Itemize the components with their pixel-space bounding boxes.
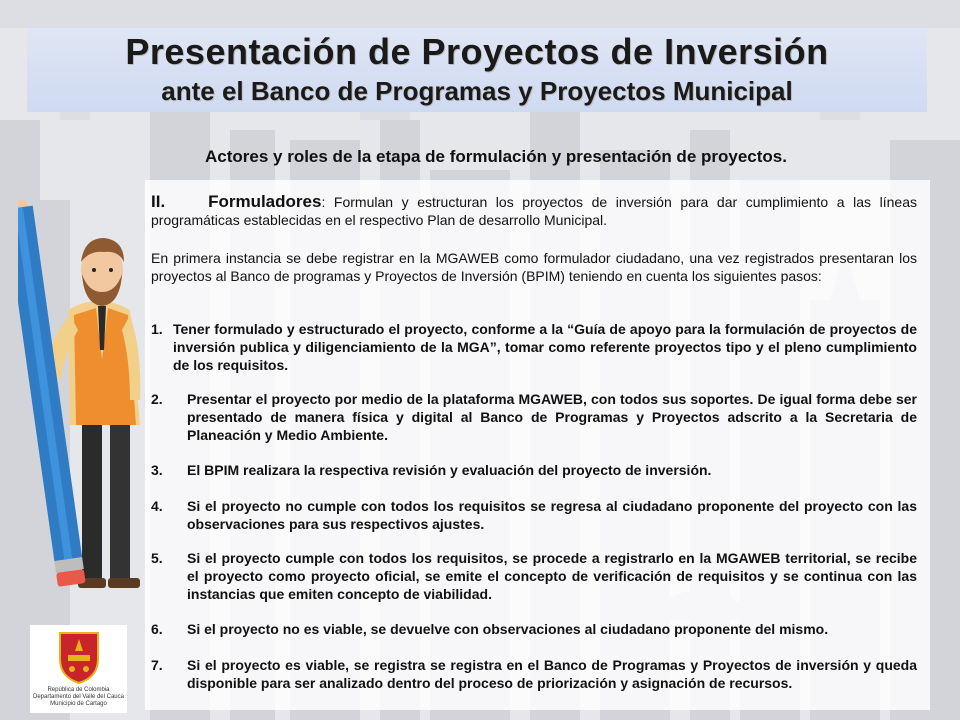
step-number: 2. (151, 391, 163, 407)
step-item (151, 390, 917, 444)
coat-of-arms-icon (56, 629, 102, 685)
logo-line: República de Colombia (47, 687, 110, 693)
logo-caption (30, 687, 127, 708)
step-text: Presentar el proyecto por medio de la plataforma MGAWEB, con todos sus soportes. De igual forma debe ser presentado de manera física y digital al Banco de Programas y Proyectos adscrito a la Secretaria de Planeación y Medio Ambiente. (187, 391, 917, 443)
section-roman: II. (151, 192, 166, 211)
step-number: 1. (151, 321, 163, 337)
section-intro (151, 193, 917, 229)
step-text: Si el proyecto no cumple con todos los requisitos se regresa al ciudadano proponente del proyecto con las observaciones para sus respectivos ajustes. (187, 498, 917, 532)
intro-paragraph: En primera instancia se debe registrar en la MGAWEB como formulador ciudadano, una vez registrados presentaran los proyectos al Banco de programas y Proyectos de Inversión (BPIM) teniendo en cuenta los siguientes pasos: (151, 250, 917, 284)
step-item (151, 320, 917, 374)
man-with-pencil-illustration (18, 200, 146, 595)
page-title: Presentación de Proyectos de Inversión (125, 31, 829, 72)
step-text: Si el proyecto es viable, se registra se registra en el Banco de Programas y Proyectos de inversión y queda disponible para ser analizado dentro del proceso de priorización y asignación de recursos. (187, 657, 917, 691)
step-number: 7. (151, 657, 163, 673)
section-intro-text: : Formulan y estructuran los proyectos de inversión para dar cumplimiento a las líneas programáticas establecidas en el respectivo Plan de desarrollo Municipal. (151, 194, 917, 228)
step-number: 4. (151, 498, 163, 514)
step-item (151, 549, 917, 603)
section-heading: Formuladores (208, 192, 322, 211)
step-item (151, 620, 917, 638)
step-number: 6. (151, 621, 163, 637)
step-item (151, 656, 917, 692)
step-text: El BPIM realizara la respectiva revisión y evaluación del proyecto de inversión. (187, 462, 712, 478)
step-number: 5. (151, 550, 163, 566)
section-subtitle: Actores y roles de la etapa de formulación y presentación de proyectos. (205, 147, 787, 166)
logo-line: Departamento del Valle del Cauca (33, 694, 124, 700)
logo-line: Municipio de Cartago (50, 701, 107, 707)
title-banner (27, 28, 927, 112)
municipal-logo (30, 625, 127, 713)
step-item (151, 497, 917, 533)
step-number: 3. (151, 462, 163, 478)
step-text: Si el proyecto cumple con todos los requisitos, se procede a registrarlo en la MGAWEB territorial, se recibe el proyecto como proyecto oficial, se emite el concepto de verificación de requisitos y se continua con las instancias que emiten concepto de viabilidad. (187, 550, 917, 602)
step-item (151, 461, 917, 479)
step-text: Si el proyecto no es viable, se devuelve con observaciones al ciudadano proponente del mismo. (187, 621, 829, 637)
step-text: Tener formulado y estructurado el proyecto, conforme a la “Guía de apoyo para la formulación de proyectos de inversión publica y diligenciamiento de la MGA”, tomar como referente proyectos tipo y el pleno cumplimiento de los requisitos. (173, 321, 917, 373)
page-subtitle: ante el Banco de Programas y Proyectos Municipal (161, 76, 793, 106)
